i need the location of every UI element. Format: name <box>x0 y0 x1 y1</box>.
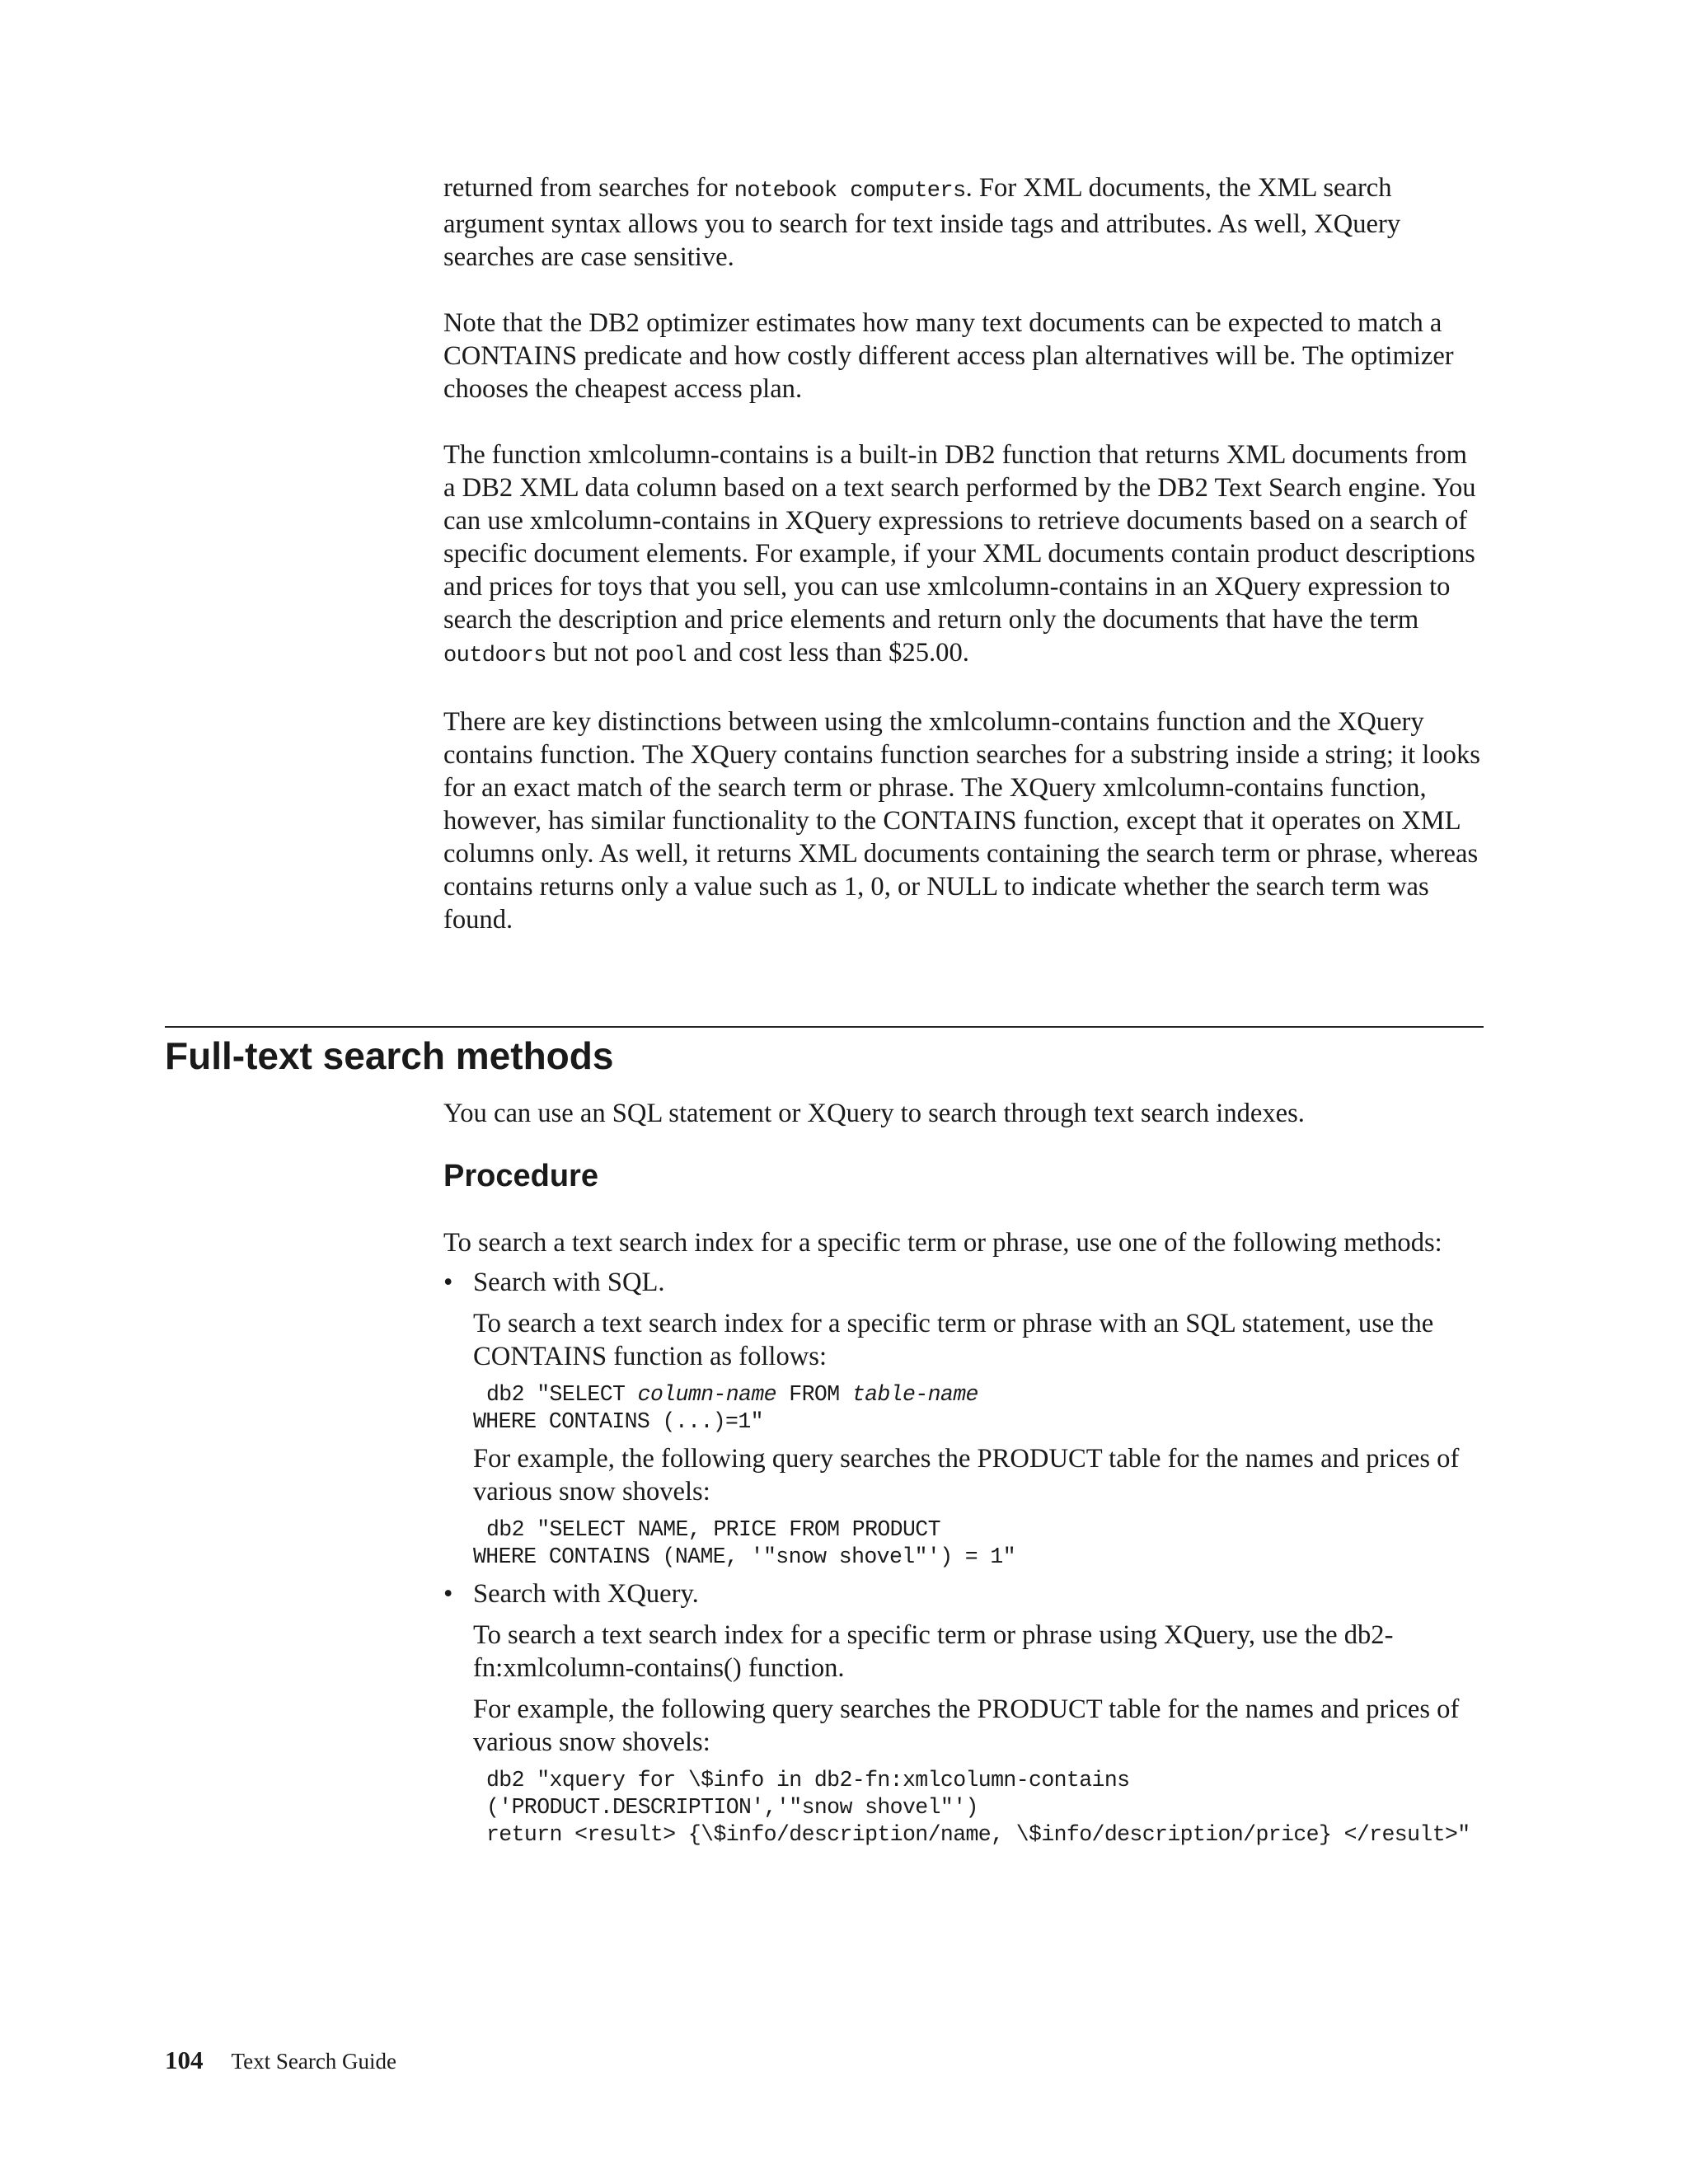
code-line: ('PRODUCT.DESCRIPTION','"snow shovel"') <box>486 1795 978 1820</box>
intro-paragraph-2: Note that the DB2 optimizer estimates how many text documents can be expected to match a CONTAINS predicate and how costly different access plan alternatives will be. The optimizer chooses the cheapest access plan. <box>443 308 1454 404</box>
inline-code: outdoors <box>443 644 546 668</box>
code-line: WHERE CONTAINS (NAME, '"snow shovel"') = 1" <box>473 1544 1016 1569</box>
code-line: return <result> {\$info/description/name, \$info/description/price} </result>" <box>486 1822 1470 1847</box>
page-number: 104 <box>165 2046 204 2074</box>
bullet-icon: • <box>443 1268 453 1297</box>
xquery-label: Search with XQuery. <box>473 1579 699 1609</box>
xquery-example-text: For example, the following query searches the PRODUCT table for the names and prices of various snow shovels: <box>473 1694 1460 1757</box>
procedure-title: Procedure <box>443 1159 598 1193</box>
sql-description: To search a text search index for a specific term or phrase with an SQL statement, use the CONTAINS function as follows: <box>473 1309 1434 1371</box>
intro-paragraph-1: returned from searches for notebook computers. For XML documents, the XML search argument syntax allows you to search for text inside tags and attributes. As well, XQuery searches are case sensitive. <box>443 173 1401 272</box>
section-lead <box>443 1097 1484 1130</box>
code-line: WHERE CONTAINS (...)=1" <box>473 1409 763 1434</box>
procedure-intro: To search a text search index for a specific term or phrase, use one of the following methods: <box>443 1228 1442 1258</box>
procedure-body <box>443 1226 1484 1855</box>
list-item-sql <box>443 1266 1484 1571</box>
code-line: db2 "SELECT NAME, PRICE FROM PRODUCT <box>486 1517 940 1542</box>
sql-example-text: For example, the following query searches the PRODUCT table for the names and prices of various snow shovels: <box>473 1444 1460 1507</box>
section-divider <box>165 1026 1484 1028</box>
intro-section <box>443 171 1484 936</box>
code-line: db2 "SELECT column-name FROM table-name <box>486 1382 978 1407</box>
page-footer <box>165 2046 396 2076</box>
book-title: Text Search Guide <box>231 2049 397 2074</box>
list-item-xquery <box>443 1577 1484 1849</box>
code-block-sql-example <box>473 1516 1484 1571</box>
section-lead-text: You can use an SQL statement or XQuery to search through text search indexes. <box>443 1099 1305 1128</box>
code-line: db2 "xquery for \$info in db2-fn:xmlcolumn-contains <box>486 1768 1130 1793</box>
intro-paragraph-3: The function xmlcolumn-contains is a built-in DB2 function that returns XML documents from a DB2 XML data column based on a text search performed by the DB2 Text Search engine. You can use xmlcolumn-contains in XQuery expressions to retrieve documents based on a search of specific document elements. For example, if your XML documents contain product descriptions and prices for toys that you sell, you can use xmlcolumn-contains in an XQuery expression to search the description and price elements and return only the documents that have the term outdoors but not pool and cost less than $25.00. <box>443 440 1476 668</box>
code-block-xquery-example <box>473 1767 1484 1849</box>
methods-list <box>443 1266 1484 1849</box>
bullet-icon: • <box>443 1579 453 1609</box>
inline-code: pool <box>635 644 687 668</box>
sql-label: Search with SQL. <box>473 1268 665 1297</box>
intro-paragraph-4: There are key distinctions between using the xmlcolumn-contains function and the XQuery contains function. The XQuery contains function searches for a substring inside a string; it looks for an exact match of the search term or phrase. The XQuery xmlcolumn-contains function, however, has similar functionality to the CONTAINS function, except that it operates on XML columns only. As well, it returns XML documents containing the search term or phrase, whereas contains returns only a value such as 1, 0, or NULL to indicate whether the search term was found. <box>443 707 1480 935</box>
inline-code: notebook computers <box>734 179 966 204</box>
code-block-sql-syntax <box>473 1381 1484 1436</box>
section-title: Full-text search methods <box>165 1034 614 1077</box>
xquery-description: To search a text search index for a specific term or phrase using XQuery, use the db2-fn:xmlcolumn-contains() function. <box>473 1620 1394 1683</box>
